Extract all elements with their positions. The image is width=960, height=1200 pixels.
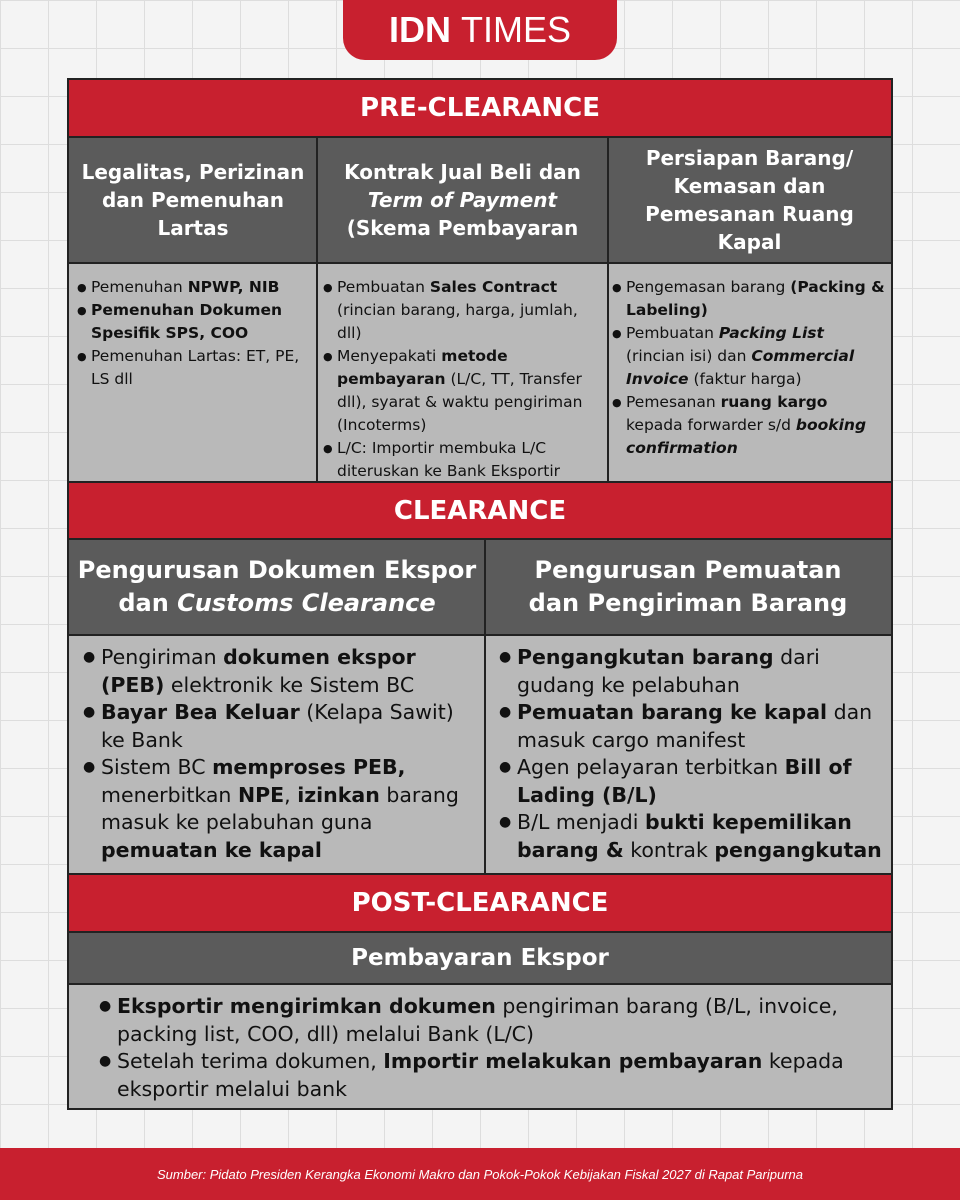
pre-col2-title-line1: Kontrak Jual Beli dan (344, 160, 581, 184)
divider (607, 138, 609, 482)
source-footer (0, 1148, 960, 1200)
list-item-text: (rincian isi) dan (626, 347, 752, 365)
clear-col1-title-and: dan (118, 589, 169, 617)
logo-text-idn: IDN (388, 9, 451, 50)
list-item-text: Commercial Invoice (626, 347, 855, 388)
clearance-title: CLEARANCE (393, 495, 567, 526)
list-item-text: kontrak (623, 837, 715, 862)
pre-col2-title-line2: Term of Payment (367, 188, 558, 212)
list-item-text: (L/C, TT, Transfer dll), syarat & waktu pengiriman (Incoterms) (337, 370, 583, 434)
post-title: Pembayaran Ekspor (351, 945, 609, 971)
pre-col1-title: Legalitas, Perizinan dan Pemenuhan Lartas (81, 160, 305, 240)
pre-col3-body (608, 264, 891, 482)
list-item-text: Pengiriman (101, 645, 224, 669)
post-clearance-title: POST-CLEARANCE (351, 888, 609, 918)
clear-col2-list (499, 644, 885, 864)
list-item (77, 345, 309, 391)
clearance-band (69, 483, 891, 540)
list-item (323, 437, 602, 483)
list-item-text: Setelah terima dokumen, (117, 1049, 384, 1073)
list-item (99, 1048, 871, 1103)
pre-col2-header (317, 138, 608, 264)
list-item-text: Menyepakati (337, 347, 442, 365)
list-item (83, 754, 475, 864)
list-item-text: ruang kargo (720, 393, 828, 411)
list-item-text: dari gudang ke pelabuhan (517, 645, 820, 697)
clear-col1-title-italic: Customs Clearance (177, 589, 436, 617)
list-item (499, 644, 885, 699)
list-item (323, 276, 602, 345)
list-item-text: NPE (237, 782, 285, 807)
list-item-text: Agen pelayaran terbitkan (517, 755, 785, 779)
list-item-text: (faktur harga) (688, 370, 802, 388)
list-item-text: kepada eksportir melalui bank (117, 1049, 844, 1101)
list-item-text: B/L menjadi (517, 810, 645, 834)
divider (484, 540, 486, 874)
list-item-text: pengiriman barang (B/L, invoice, packing list, COO, dll) melalui Bank (L/C) (117, 994, 838, 1046)
list-item (499, 754, 885, 809)
list-item-text: izinkan (297, 782, 380, 807)
post-header (69, 933, 891, 985)
clear-col2-header (485, 540, 891, 636)
list-item-text: Pemenuhan Lartas: ET, PE, LS dll (91, 347, 300, 388)
list-item-text: bukti kepemilikan barang & (517, 810, 852, 862)
list-item-text: , (284, 782, 298, 807)
list-item (499, 699, 885, 754)
list-item (99, 993, 871, 1048)
list-item-text: Pemuatan barang ke kapal (517, 700, 828, 724)
list-item-text: menerbitkan (101, 782, 238, 807)
list-item-text: (rincian barang, harga, jumlah, dll) (337, 301, 578, 342)
list-item (83, 644, 475, 699)
pre-col1-header (69, 138, 317, 264)
list-item-text: Bayar Bea Keluar (101, 700, 300, 724)
list-item (77, 276, 309, 299)
list-item-text: pengangkutan (714, 837, 882, 862)
list-item-text: pemuatan ke kapal (101, 837, 322, 862)
post-list (99, 993, 871, 1103)
list-item-text: (Kelapa Sawit) ke Bank (101, 700, 454, 752)
list-item-text: Pemenuhan Dokumen Spesifik SPS, COO (91, 301, 283, 342)
list-item-text: Pembuatan (626, 324, 719, 342)
pre-clearance-title: PRE-CLEARANCE (360, 93, 600, 123)
clear-col1-header (69, 540, 485, 636)
list-item-text: Pengangkutan barang (517, 645, 774, 669)
post-clearance-band (69, 875, 891, 933)
pre-col2-title-line3: (Skema Pembayaran (346, 216, 579, 240)
list-item-text: dan masuk cargo manifest (517, 700, 873, 752)
list-item (77, 299, 309, 345)
list-item-text: NPWP, NIB (187, 278, 280, 296)
source-text: Sumber: Pidato Presiden Kerangka Ekonomi Makro dan Pokok-Pokok Kebijakan Fiskal 2027 di Rapat Paripurna (156, 1166, 804, 1182)
list-item-text: Importir melakukan pembayaran (383, 1049, 763, 1073)
list-item-text: memproses PEB, (212, 755, 406, 779)
export-process-table (67, 78, 893, 1110)
divider (316, 138, 318, 482)
pre-col1-list (77, 276, 309, 391)
list-item (323, 345, 602, 437)
list-item-text: Sistem BC (101, 755, 213, 779)
clear-col1-title-line1: Pengurusan Dokumen Ekspor (77, 556, 477, 584)
list-item-text: booking confirmation (626, 416, 867, 457)
list-item (612, 391, 887, 460)
pre-col3-header (608, 138, 891, 264)
list-item-text: Packing List (718, 324, 824, 342)
list-item-text: Pengemasan barang (626, 278, 791, 296)
list-item-text: elektronik ke Sistem BC (164, 672, 415, 697)
list-item (499, 809, 885, 864)
list-item-text: barang masuk ke pelabuhan guna (101, 782, 459, 834)
list-item-text: Bill of Lading (B/L) (517, 755, 852, 807)
logo-text-times: TIMES (460, 9, 571, 50)
post-body (69, 985, 891, 1108)
list-item-text: Pemesanan (626, 393, 721, 411)
clear-col2-title: Pengurusan Pemuatan dan Pengiriman Barang (528, 556, 848, 617)
idn-times-logo (343, 0, 617, 60)
list-item-text: L/C: Importir membuka L/C diteruskan ke Bank Eksportir (337, 439, 561, 480)
list-item-text: kepada forwarder s/d (626, 416, 796, 434)
list-item (612, 322, 887, 391)
pre-col2-body (317, 264, 608, 482)
clear-col2-body (485, 636, 891, 874)
list-item-text: Sales Contract (429, 278, 558, 296)
list-item (83, 699, 475, 754)
pre-col3-list (612, 276, 887, 460)
list-item-text: Eksportir mengirimkan dokumen (117, 994, 496, 1018)
clear-col1-body (69, 636, 485, 874)
clear-col1-list (83, 644, 475, 864)
list-item-text: Pembuatan (337, 278, 430, 296)
list-item (612, 276, 887, 322)
list-item-text: Pemenuhan (91, 278, 188, 296)
list-item-text: dokumen ekspor (PEB) (101, 645, 416, 697)
list-item-text: (Packing & Labeling) (626, 278, 885, 319)
list-item-text: metode pembayaran (337, 347, 508, 388)
pre-col1-body (69, 264, 317, 482)
pre-clearance-band (69, 80, 891, 138)
pre-col3-title: Persiapan Barang/ Kemasan dan Pemesanan Ruang Kapal (645, 146, 854, 254)
pre-col2-list (323, 276, 602, 483)
